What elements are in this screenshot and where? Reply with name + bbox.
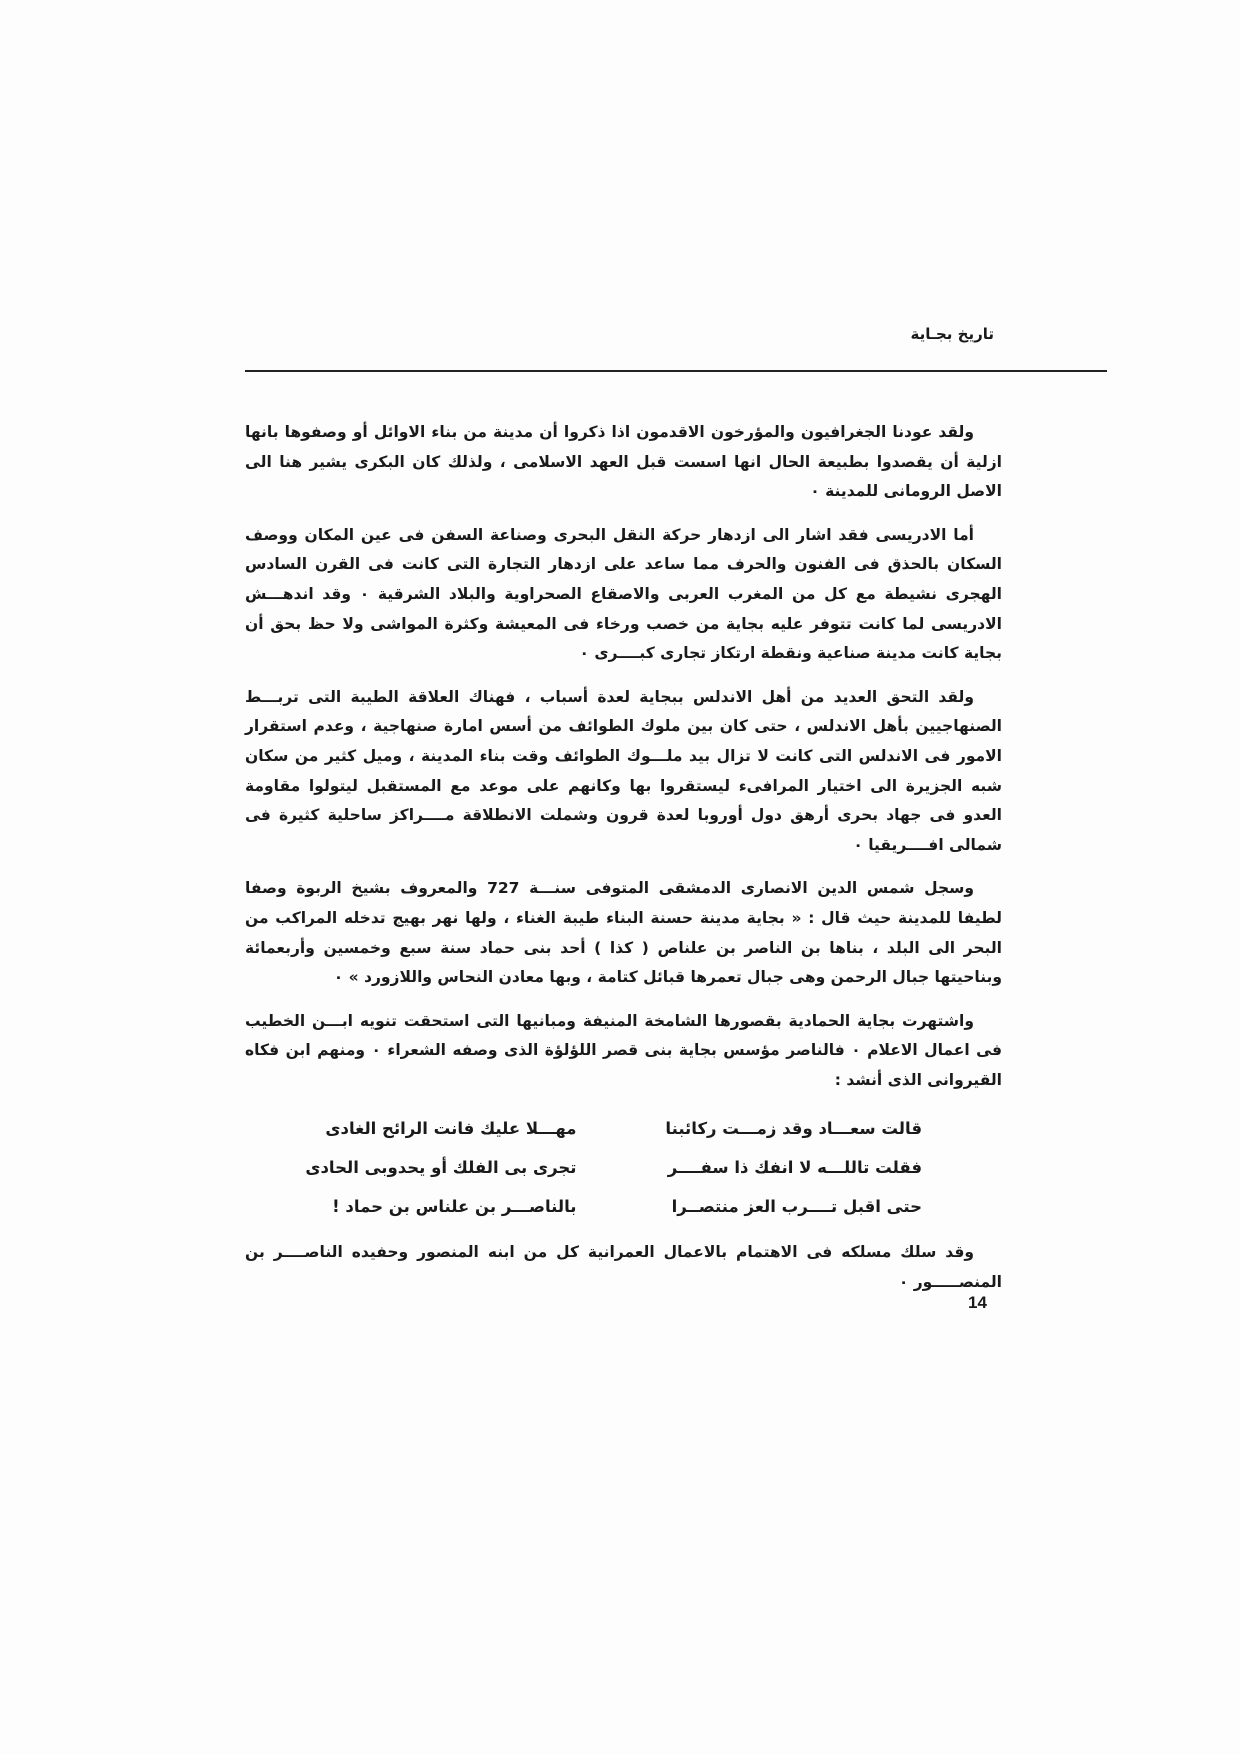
paragraph-5: واشتهرت بجاية الحمادية بقصورها الشامخة المنيفة ومبانيها التى استحقت تنويه ابـــن الخطيب فى اعمال الاعلام ٠ فالناصر مؤسس بجاية بنى قصر اللؤلؤة الذى وصفه الشعراء ٠ ومنهم ابن فكاه القيروانى الذى أنشد : [245,1011,1002,1089]
page-number: 14 [968,1293,987,1312]
main-text [245,418,1002,1312]
poem-first-hemistich: حتى اقبل تــــرب العز منتصــرا [671,1197,922,1217]
poem-verse [305,1109,922,1148]
closing-paragraph: وقد سلك مسلكه فى الاهتمام بالاعمال العمرانية كل من ابنه المنصور وحفيده الناصــــر بن المنصـــــور ٠ [245,1243,1002,1292]
running-head-title: تاريخ بجـاية [910,325,994,343]
poem-verse [305,1148,922,1187]
poem-second-hemistich: بالناصـــر بن علناس بن حماد ! [332,1197,577,1217]
poem-second-hemistich: مهـــلا عليك فانت الرائح الغادى [325,1119,577,1139]
poem-first-hemistich: فقلت تاللـــه لا انفك ذا سفــــر [667,1158,922,1178]
poem-first-hemistich: قالت سعـــاد وقد زمـــت ركائبنا [665,1119,922,1139]
paragraph-2: أما الادريسى فقد اشار الى ازدهار حركة النقل البحرى وصناعة السفن فى عين المكان ووصف السكان بالحذق فى الفنون والحرف مما ساعد على ازدهار التجارة التى كانت فى القرن السادس الهجرى نشيطة مع كل من المغرب العربى والاصقاع الصحراوية والبلاد الشرقية ٠ وقد اندهـــش الادريسى لما كانت تتوفر عليه بجاية من خصب ورخاء فى المعيشة وكثرة المواشى ولا حظ بحق أن بجاية كانت مدينة صناعية ونقطة ارتكاز تجارى كبــــرى ٠ [245,525,1002,663]
header-rule [245,370,1107,372]
poem-verse [305,1187,922,1226]
paragraph-4: وسجل شمس الدين الانصارى الدمشقى المتوفى سنـــة 727 والمعروف بشيخ الربوة وصفا لطيفا للمدينة حيث قال : « بجاية مدينة حسنة البناء طيبة الغناء ، ولها نهر بهيج تدخله المراكب من البحر الى البلد ، بناها بن الناصر بن علناص ( كذا ) أحد بنى حماد سنة سبع وخمسين وأربعمائة وبناحيتها جبال الرحمن وهى جبال تعمرها قبائل كتامة ، وبها معادن النحاس واللازورد » ٠ [245,879,1002,987]
paragraph-3: ولقد التحق العديد من أهل الاندلس ببجاية لعدة أسباب ، فهناك العلاقة الطيبة التى تربـــط الصنهاجيين بأهل الاندلس ، حتى كان بين ملوك الطوائف من أسس امارة صنهاجية ، وعدم استقرار الامور فى الاندلس التى كانت لا تزال بيد ملـــوك الطوائف وقت بناء المدينة ، وميل كثير من سكان شبه الجزيرة الى اختيار المرافىء ليستقروا بها وكانهم على موعد مع المستقبل ليتولوا مقاومة العدو فى جهاد بحرى أرهق دول أوروبا لعدة قرون وشملت الانطلاقة مــــراكز ساحلية كثيرة فى شمالى افــــريقيا ٠ [245,687,1002,854]
poem [245,1109,1002,1226]
poem-second-hemistich: تجرى بى الفلك أو يحدوبى الحادى [305,1158,577,1178]
paragraph-1: ولقد عودنا الجغرافيون والمؤرخون الاقدمون اذا ذكروا أن مدينة من بناء الاوائل أو وصفوها بانها ازلية أن يقصدوا بطبيعة الحال انها اسست قبل العهد الاسلامى ، ولذلك كان البكرى يشير هنا الى الاصل الرومانى للمدينة ٠ [245,423,1002,501]
